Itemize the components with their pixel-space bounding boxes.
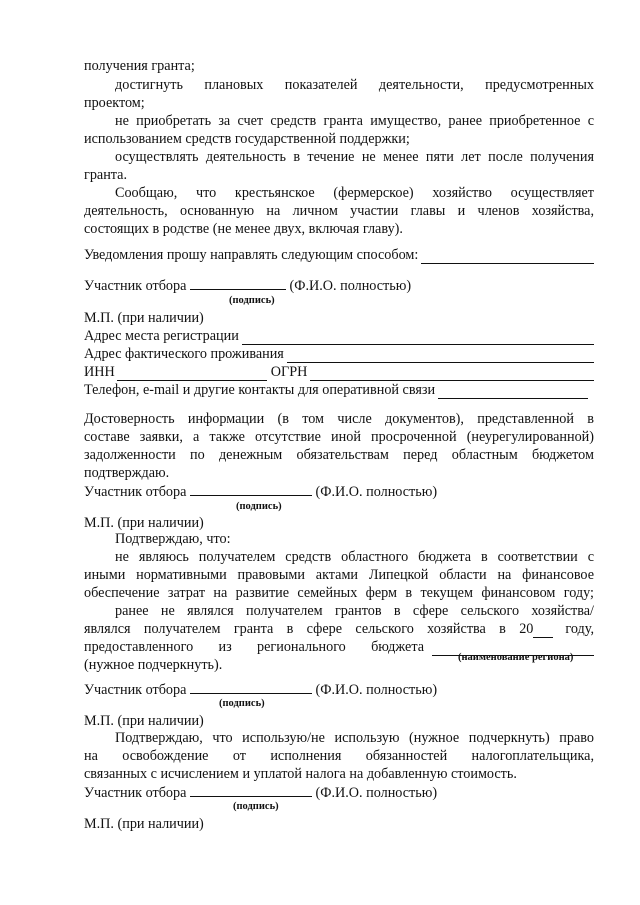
text-line: не являюсь получателем средств областного бюджета в соответствии с [115,549,594,565]
contacts-label: Телефон, e-mail и другие контакты для оперативной связи [84,382,436,398]
text-line: (нужное подчеркнуть). [84,657,223,673]
text-line: связанных с исчислением и уплатой налога на добавленную стоимость. [84,766,517,782]
text-line: подтверждаю. [84,465,170,481]
year-suffix: году, [565,621,594,637]
participant-label: Участник отбора [84,682,187,698]
participant-label: Участник отбора [84,278,187,294]
signature-line-3 [84,680,594,699]
signature-caption: (подпись) [233,801,279,812]
text-line: использованием средств государственной поддержки; [84,131,410,147]
registration-address-label: Адрес места регистрации [84,328,239,344]
stamp-line: М.П. (при наличии) [84,816,204,832]
text-line: гранта. [84,167,128,183]
grant-year-line [84,620,594,638]
text-line: Подтверждаю, что использую/не использую (нужное подчеркнуть) право [115,730,594,746]
text-line: на освобождение от исполнения обязанностей налогоплательщика, [84,748,594,764]
fio-label: (Ф.И.О. полностью) [315,785,438,801]
ogrn-label: ОГРН [270,364,308,380]
fio-label: (Ф.И.О. полностью) [315,484,438,500]
contacts-field[interactable] [438,384,588,399]
signature-field[interactable] [190,482,312,496]
fio-label: (Ф.И.О. полностью) [315,682,438,698]
stamp-line: М.П. (при наличии) [84,515,204,531]
text-line: Достоверность информации (в том числе документов), представленной в [84,411,594,427]
signature-line-1 [84,276,594,295]
notification-method-field[interactable] [421,249,594,264]
notification-method-label: Уведомления прошу направлять следующим способом: [84,247,419,263]
participant-label: Участник отбора [84,484,187,500]
stamp-line: М.П. (при наличии) [84,310,204,326]
text-line: задолженности по денежным обязательствам перед областным бюджетом [84,447,594,463]
signature-caption: (подпись) [236,501,282,512]
signature-caption: (подпись) [219,698,265,709]
registration-address-field[interactable] [242,330,594,345]
grant-year-text: являлся получателем гранта в сфере сельского хозяйства в 20 [84,621,534,637]
text-line: ранее не являлся получателем грантов в сфере сельского хозяйства/ [115,603,594,619]
text-line: не приобретать за счет средств гранта имущество, ранее приобретенное с [115,113,594,129]
notification-method-line [84,246,594,264]
year-field[interactable] [533,624,553,638]
participant-label: Участник отбора [84,785,187,801]
signature-field[interactable] [190,680,312,694]
region-text: предоставленного из регионального бюджета [84,639,424,655]
inn-ogrn-line [84,363,594,381]
actual-address-label: Адрес фактического проживания [84,346,284,362]
text-line: составе заявки, а также отсутствие иной просроченной (неурегулированной) [84,429,594,445]
text-line: осуществлять деятельность в течение не менее пяти лет после получения [115,149,594,165]
text-line: состоящих в родстве (не менее двух, включая главу). [84,221,403,237]
signature-field[interactable] [190,276,286,290]
ogrn-field[interactable] [310,366,594,381]
signature-field[interactable] [190,783,312,797]
region-caption: (наименование региона) [458,652,574,663]
fio-label: (Ф.И.О. полностью) [289,278,412,294]
stamp-line: М.П. (при наличии) [84,713,204,729]
registration-address-line [84,327,594,345]
text-line: Подтверждаю, что: [115,531,231,547]
text-line: деятельность, основанную на личном участии главы и членов хозяйства, [84,203,594,219]
inn-field[interactable] [117,367,267,381]
text-line: Сообщаю, что крестьянское (фермерское) хозяйство осуществляет [115,185,594,201]
text-line: иными нормативными правовыми актами Липецкой области на финансовое [84,567,594,583]
text-line: проектом; [84,95,145,111]
contacts-line [84,381,594,399]
text-line: получения гранта; [84,58,195,74]
actual-address-field[interactable] [287,348,594,363]
signature-line-2 [84,482,594,501]
text-line: обеспечение затрат на развитие семейных ферм в текущем финансовом году; [84,585,594,601]
actual-address-line [84,345,594,363]
inn-label: ИНН [84,364,115,380]
text-line: достигнуть плановых показателей деятельности, предусмотренных [115,77,594,93]
signature-line-4 [84,783,594,802]
signature-caption: (подпись) [229,295,275,306]
